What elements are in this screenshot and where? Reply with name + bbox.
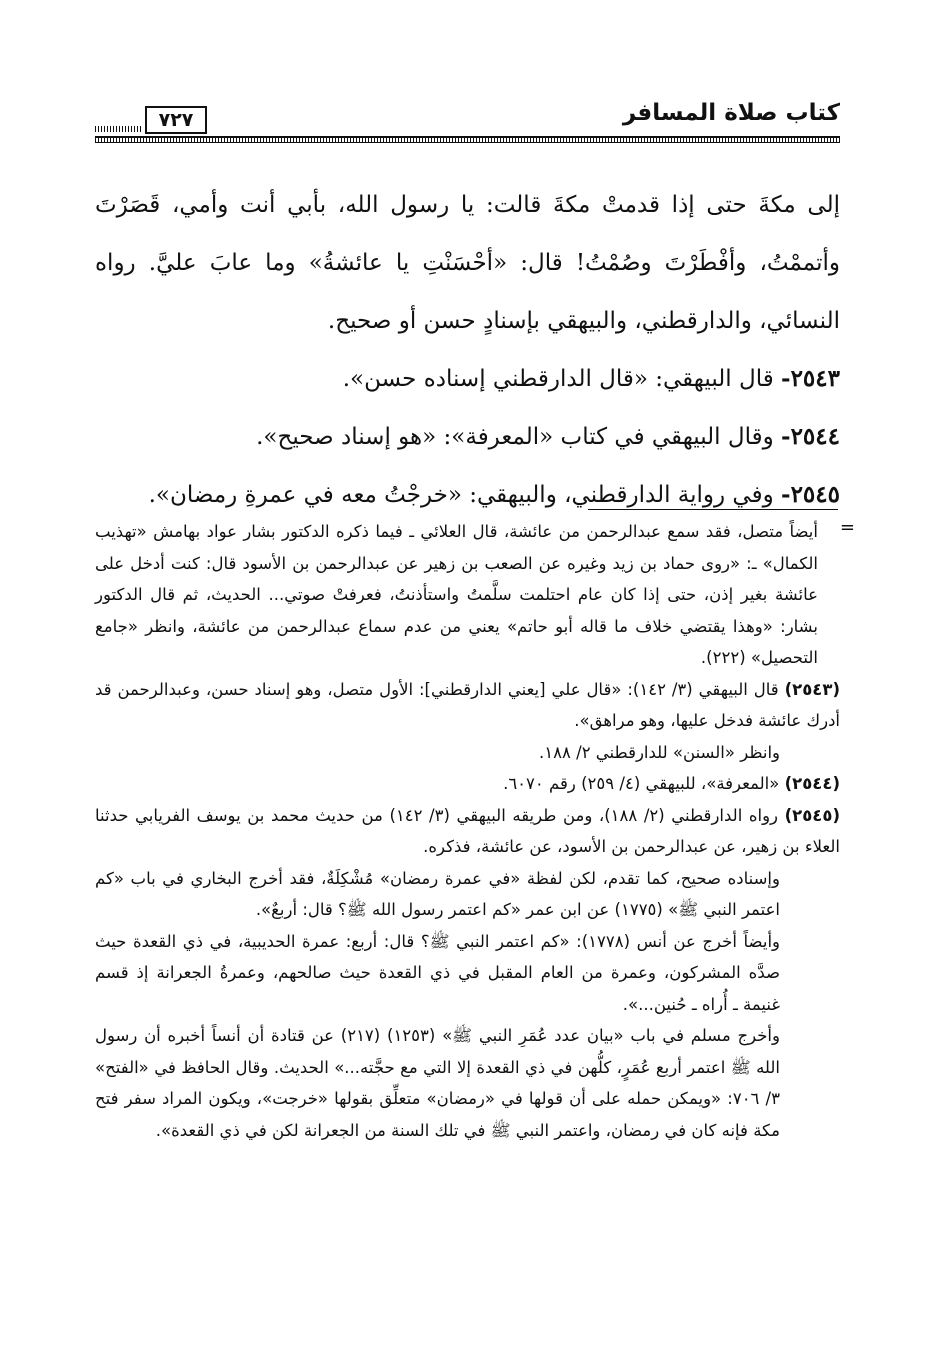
footnote-text: «المعرفة»، للبيهقي (٤/ ٢٥٩) رقم ٦٠٧٠. xyxy=(503,774,780,793)
hadith-number: ٢٥٤٣- xyxy=(781,365,840,392)
footnote-2544 xyxy=(95,768,840,800)
footnote-text: وإسناده صحيح، كما تقدم، لكن لفظة «في عمرة رمضان» مُشْكِلَةٌ، فقد أخرج البخاري في باب «كم اعتمر النبي ﷺ» (١٧٧٥) عن ابن عمر «كم اعتمر رسول الله ﷺ؟ قال: أربعٌ». xyxy=(95,868,780,919)
main-text xyxy=(95,176,840,524)
footnote-2545 xyxy=(95,800,840,863)
footnotes xyxy=(95,516,840,1146)
hadith-number: ٢٥٤٤- xyxy=(781,423,840,450)
intro-paragraph: إلى مكةَ حتى إذا قدمتْ مكةَ قالت: يا رسول الله، بأبي أنت وأمي، قَصَرْتَ وأتممْتُ، وأفْطَرْتَ وصُمْتُ! قال: «أحْسَنْتِ يا عائشةُ» وما عابَ عليَّ. رواه النسائي، والدارقطني، والبيهقي بإسنادٍ حسن أو صحيح. xyxy=(95,192,840,334)
footnote-continuation-mark: = xyxy=(839,517,855,538)
footnote-text: قال البيهقي (٣/ ١٤٢): «قال علي [يعني الدارقطني]: الأول متصل، وهو إسناد حسن، وعبدالرحمن قد أدرك عائشة فدخل عليها، وهو مراهق». xyxy=(95,679,840,730)
hadith-text: وقال البيهقي في كتاب «المعرفة»: «هو إسناد صحيح». xyxy=(256,424,774,450)
footnote-text: وأخرج مسلم في باب «بيان عدد عُمَرِ النبي ﷺ» (١٢٥٣) (٢١٧) عن قتادة أن أنساً أخبره أن رسول الله ﷺ اعتمر أربع عُمَرٍ، كلُّهن في ذي القعدة إلا التي مع حجَّته...» الحديث. وقال الحافظ في «الفتح» ٣/ ٧٠٦: «ويمكن حمله على أن قولها في «رمضان» متعلِّق بقولها «خرجت»، ويكون المراد سفر فتح مكة فإنه كان في رمضان، واعتمر النبي ﷺ في تلك السنة من الجعرانة لكن في ذي القعدة». xyxy=(95,1026,780,1140)
hadith-number: ٢٥٤٥- xyxy=(781,481,840,508)
hadith-text: قال البيهقي: «قال الدارقطني إسناده حسن». xyxy=(342,366,774,392)
footnote-text: وأيضاً أخرج عن أنس (١٧٧٨): «كم اعتمر النبي ﷺ؟ قال: أربع: عمرة الحديبية، في ذي القعدة حيث صدَّه المشركون، وعمرة من العام المقبل في ذي القعدة حيث صالحهم، وعمرةُ الجعرانة إذ قسم غنيمة ـ أُراه ـ حُنين...». xyxy=(95,931,780,1014)
footnote-divider xyxy=(588,509,838,510)
footnote-text: وانظر «السنن» للدارقطني ٢/ ١٨٨. xyxy=(539,742,780,762)
hadith-2543 xyxy=(95,350,840,408)
footnote-2543 xyxy=(95,674,840,737)
hadith-text: وفي رواية الدارقطني، والبيهقي: «خرجْتُ معه في عمرةِ رمضان». xyxy=(148,482,774,508)
hadith-2544 xyxy=(95,408,840,466)
footnote-number: (٢٥٤٥) xyxy=(784,805,840,825)
footnote-number: (٢٥٤٣) xyxy=(784,679,840,699)
header-ornament xyxy=(95,126,143,132)
page-number: ٧٢٧ xyxy=(145,106,207,134)
footnote-number: (٢٥٤٤) xyxy=(784,774,840,793)
header-rule xyxy=(95,136,840,143)
footnote-text: رواه الدارقطني (٢/ ١٨٨)، ومن طريقه البيهقي (٣/ ١٤٢) من حديث محمد بن يوسف الفريابي حدثنا العلاء بن زهير، عن عبدالرحمن بن الأسود، عن عائشة، فذكره. xyxy=(95,805,840,856)
book-title: كتاب صلاة المسافر xyxy=(622,100,840,126)
footnote-continuation: أيضاً متصل، فقد سمع عبدالرحمن من عائشة، قال العلائي ـ فيما ذكره الدكتور بشار عواد بهامش «تهذيب الكمال» ـ: «روى حماد بن زيد وغيره عن الصعب بن زهير عن عبدالرحمن بن الأسود قال: كنت أدخل على عائشة بغير إذن، حتى إذا كان عام احتلمت سلَّمتُ واستأذنتُ، فعرفتْ صوتي... الحديث، ثم قال الدكتور بشار: «وهذا يقتضي خلاف ما قاله أبو حاتم» يعني من عدم سماع عبدالرحمن من عائشة، وانظر «جامع التحصيل» (٢٢٢). xyxy=(95,522,818,667)
page-header xyxy=(95,98,840,148)
